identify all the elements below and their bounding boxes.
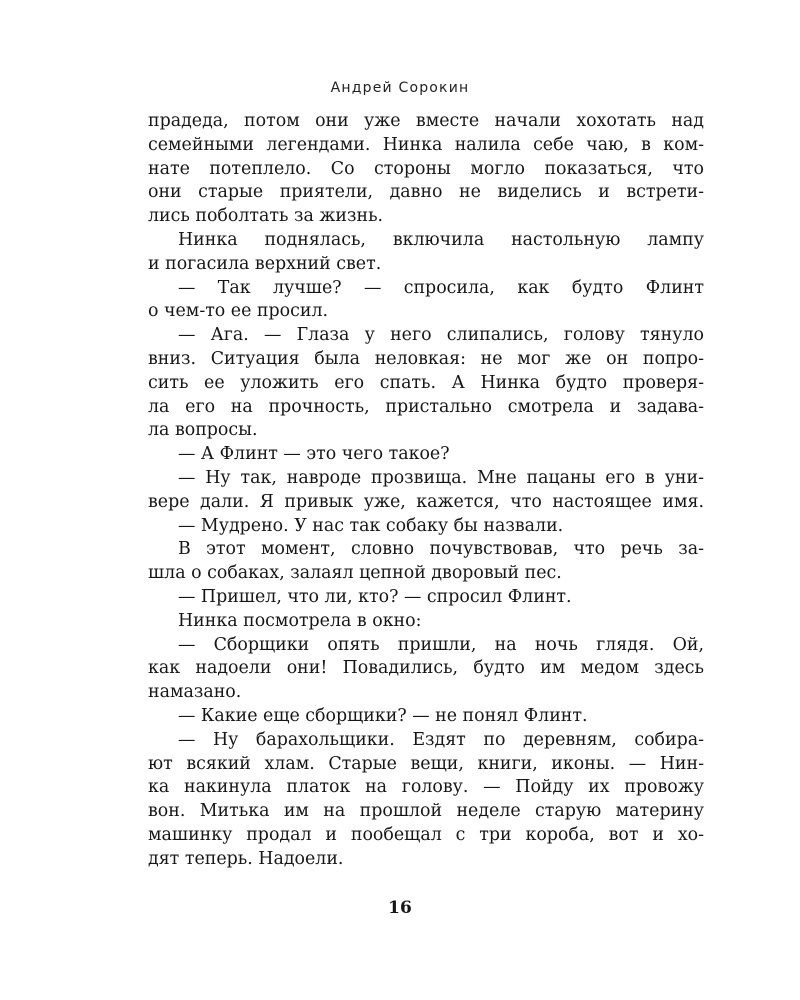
text-line: семейными легендами. Нинка налила себе чаю, в ком-: [148, 134, 704, 155]
text-line: и погасила верхний свет.: [148, 253, 382, 274]
text-line: прадеда, потом они уже вместе начали хохотать над: [148, 111, 704, 131]
text-line: — А Флинт — это чего такое?: [178, 444, 450, 465]
text-line: — Ну так, навроде прозвища. Мне пацаны его в уни-: [178, 467, 704, 488]
text-line: нате потеплело. Со стороны могло показаться, что: [148, 158, 704, 179]
running-header: Андрей Сорокин: [330, 80, 470, 96]
text-line: — Какие еще сборщики? — не понял Флинт.: [178, 705, 588, 726]
text-line: ла вопросы.: [148, 420, 258, 441]
text-line: вон. Митька им на прошлой неделе старую материну: [148, 801, 704, 822]
text-line: — Сборщики опять пришли, на ночь глядя. Ой,: [178, 634, 704, 655]
text-line: шла о собаках, залаял цепной дворовый пес.: [148, 563, 562, 584]
text-line: они старые приятели, давно не виделись и встрети-: [148, 182, 704, 203]
text-line: сить ее уложить его спать. А Нинка будто проверя-: [148, 372, 704, 393]
text-line: — Так лучше? — спросила, как будто Флинт: [178, 277, 704, 298]
text-line: ка накинула платок на голову. — Пойду их провожу: [148, 777, 704, 798]
text-line: ют всякий хлам. Старые вещи, книги, иконы. — Нин-: [148, 753, 704, 774]
body-text: [148, 110, 704, 872]
text-line: — Ага. — Глаза у него слипались, голову тянуло: [178, 325, 704, 346]
text-line: вниз. Ситуация была неловкая: не мог же он попро-: [148, 348, 704, 369]
text-line: Нинка посмотрела в окно:: [178, 610, 422, 631]
text-line: вере дали. Я привык уже, кажется, что настоящее имя.: [148, 491, 704, 512]
page-number: 16: [388, 898, 412, 918]
text-line: машинку продал и пообещал с три короба, вот и хо-: [148, 824, 704, 845]
text-line: — Ну барахольщики. Ездят по деревням, собира-: [178, 729, 704, 750]
text-line: дят теперь. Надоели.: [148, 848, 344, 869]
text-line: — Мудрено. У нас так собаку бы назвали.: [178, 515, 564, 536]
text-line: ла его на прочность, пристально смотрела и задава-: [148, 396, 704, 417]
text-line: намазано.: [148, 682, 242, 703]
text-line: — Пришел, что ли, кто? — спросил Флинт.: [178, 586, 572, 607]
text-line: о чем-то ее просил.: [148, 301, 329, 322]
text-line: лись поболтать за жизнь.: [148, 206, 384, 227]
text-line: В этот момент, словно почувствовав, что речь за-: [178, 539, 704, 560]
text-line: Нинка поднялась, включила настольную лампу: [178, 229, 704, 250]
text-line: как надоели они! Повадились, будто им медом здесь: [148, 658, 704, 679]
